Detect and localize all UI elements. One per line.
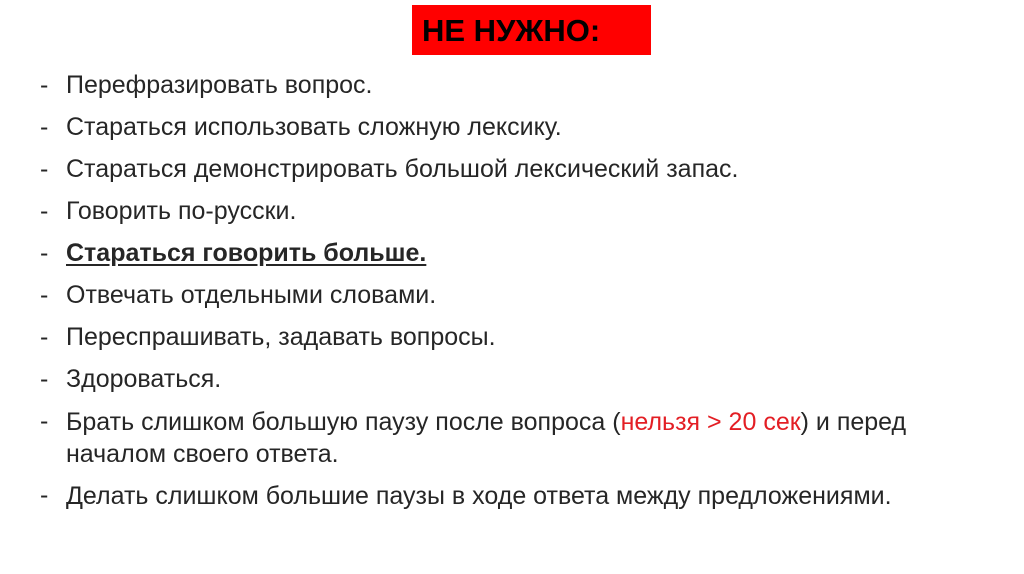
list-item xyxy=(40,322,992,352)
list-item xyxy=(40,238,992,268)
list-item xyxy=(40,70,992,100)
list-item-text: Здороваться. xyxy=(66,365,222,393)
list-item xyxy=(40,280,992,310)
pause-text-end: ) и перед началом своего ответа. xyxy=(66,408,907,468)
list-item-text xyxy=(66,406,992,470)
list-item xyxy=(40,196,992,226)
list-dash: - xyxy=(40,407,49,435)
list-item-text: Стараться демонстрировать большой лексический запас. xyxy=(66,155,739,183)
list-dash: - xyxy=(40,481,49,509)
list-dash: - xyxy=(40,323,49,351)
list-dash: - xyxy=(40,113,49,141)
list-dash: - xyxy=(40,197,49,225)
list-item xyxy=(40,364,992,394)
list-dash: - xyxy=(40,365,49,393)
list-item xyxy=(40,406,992,470)
rules-list xyxy=(40,70,992,522)
list-item xyxy=(40,112,992,142)
pause-text-start: Брать слишком большую паузу после вопроса ( xyxy=(66,408,621,436)
list-item-text: Говорить по-русски. xyxy=(66,197,297,225)
list-item-text: Делать слишком большие паузы в ходе ответа между предложениями. xyxy=(66,482,892,510)
list-dash: - xyxy=(40,239,49,267)
list-item-text: Переспрашивать, задавать вопросы. xyxy=(66,323,496,351)
list-dash: - xyxy=(40,71,49,99)
title-banner xyxy=(412,5,651,55)
list-item xyxy=(40,154,992,184)
time-limit-highlight: нельзя > 20 сек xyxy=(620,408,801,436)
list-item xyxy=(40,480,992,512)
list-dash: - xyxy=(40,155,49,183)
list-item-text: Отвечать отдельными словами. xyxy=(66,281,437,309)
list-item-text: Стараться использовать сложную лексику. xyxy=(66,113,562,141)
list-item-text: Перефразировать вопрос. xyxy=(66,71,373,99)
list-dash: - xyxy=(40,281,49,309)
emphasized-item-text: Стараться говорить больше. xyxy=(66,239,427,267)
slide-title: НЕ НУЖНО: xyxy=(422,12,601,48)
